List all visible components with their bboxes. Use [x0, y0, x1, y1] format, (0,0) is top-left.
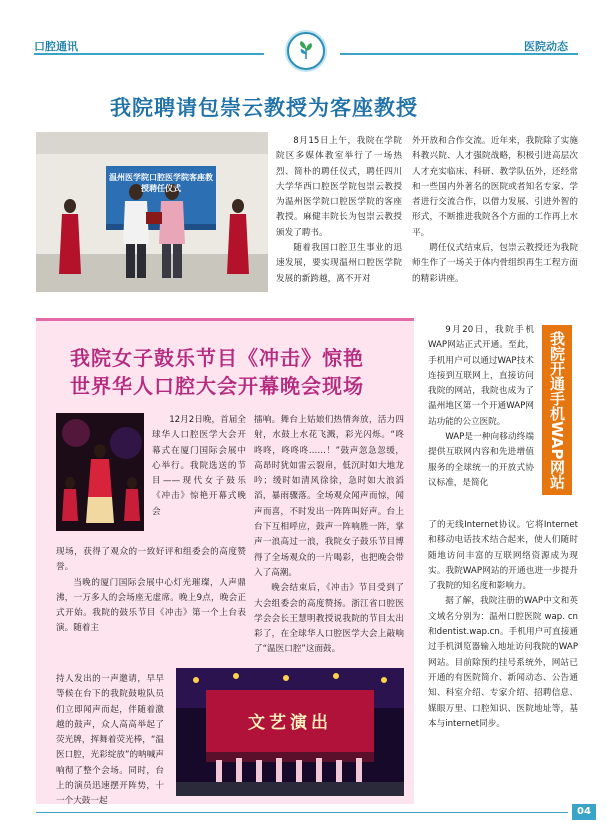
article2-left-narrow	[56, 672, 164, 810]
hospital-logo	[287, 32, 325, 70]
article2-top-rule	[36, 318, 414, 321]
article1-title: 我院聘请包崇云教授为客座教授	[110, 96, 418, 120]
article3-vertical-title	[542, 325, 572, 495]
article2-paragraph-3: 擂响。舞台上姑娘们热情奔放，活力四射，水鼓上水花飞溅，彩光闪烁。“咚咚咚，咚咚咚……！”鼓声忽急忽缓，高昂时犹如雷云裂帛，低沉时如大地龙吟；缓时如清风徐徐，急时如大浪滔滔，暴雨骤落。全场观众闻声而惊，闻声而喜，不时发出一阵阵叫好声。台上台下互相呼应，鼓声一阵响胜一阵，掌声一浪高过一浪，我院女子鼓乐节目博得了全场观众的一片喝彩，也把晚会带入了高潮。	[254, 415, 404, 578]
article3-paragraph-3: 据了解，我院注册的WAP中文和英文域名分别为：温州口腔医院 wap. cn和dentist.wap.cn。手机用户可直接通过手机浏览器输入地址访问我院的WAP网站。目前除预约挂号系统外，网站已开通的有医院简介、新闻动态、公告通知、科室介绍、专家介绍、招聘信息、媒眼万里、口腔知识、医院地址等，基本与internet同步。	[428, 596, 578, 729]
article2-photo-banner: 文艺演出	[248, 713, 332, 733]
article2-title-line1: 我院女子鼓乐节目《冲击》惊艳	[70, 346, 364, 370]
article2-paragraph-1a: 12月2日晚，首届全球华人口腔医学大会开幕式在厦门国际会展中心举行。我院选送的节目——现代女子鼓乐《冲击》惊艳开幕式晚会	[152, 415, 246, 517]
article1-paragraph-1: 8月15日上午，我院在学院院区多媒体教室举行了一场热烈、简朴的聘任仪式，聘任四川大学华西口腔医学院包崇云教授为温州医学院口腔医学院的客座教授。麻健丰院长为包崇云教授颁发了聘书。	[276, 136, 402, 238]
article1-paragraph-4: 聘任仪式结束后，包崇云教授还为我院师生作了一场关于体内骨组织再生工程方面的精彩讲座。	[412, 243, 578, 284]
article2-photo-drummers	[56, 413, 144, 531]
article3-paragraph-2b: 了的无线Internet协议。它将Internet和移动电话技术结合起来，使人们随时随地访问丰富的互联网络资源成为现实。我院WAP网站的开通也进一步提升了我院的知名度和影响力。	[428, 520, 578, 592]
article1-photo-banner: 温州医学院口腔医学院客座教授聘任仪式	[109, 173, 213, 193]
article1-photo	[36, 132, 268, 292]
article2-paragraph-1b: 现场，获得了观众的一致好评和组委会的高度赞誉。	[56, 547, 246, 573]
article2-paragraph-2b: 持人发出的一声邀请，早早等候在台下的我院鼓啦队员们立即闻声而起，伴随着激越的鼓声，众人高高举起了荧光牌，挥舞着荧光棒，“温医口腔，光彩绽放”的呐喊声响彻了整个会场。同时，台上的演员迅速摆开阵势，十一个大鼓一起	[56, 674, 164, 807]
article2-intro-right	[152, 413, 246, 520]
article1-col2	[412, 134, 578, 287]
article3-vertical-title-text: 我院开通手机WAP网站	[548, 331, 566, 490]
header-section-label: 口腔通讯	[34, 40, 78, 53]
article2-col2	[254, 413, 404, 658]
article1-paragraph-2: 随着我国口腔卫生事业的迅速发展，要实现温州口腔医学院发展的新跨越，离不开对	[276, 243, 402, 284]
article3-paragraph-1: 9月20日，我院手机WAP网站正式开通。至此，手机用户可以通过WAP技术连接到互联网上，直接访问我院的网站，我院也成为了温州地区第一个开通WAP网站功能的公立医院。	[428, 325, 534, 427]
article2-intro-full	[56, 545, 246, 637]
article2-photo-stage	[176, 668, 404, 796]
article1-col1	[276, 134, 402, 287]
article2-paragraph-4: 晚会结束后，《冲击》节目受到了大会组委会的高度赞扬。浙江省口腔医学会会长王慧明教授说我院的节目太出彩了，在全球华人口腔医学大会上敲响了“温医口腔”这面鼓。	[254, 583, 404, 655]
article2-paragraph-2a: 当晚的厦门国际会展中心灯光璀璨，人声鼎沸，一万多人的会场座无虚席。晚上9点，晚会正式开始。我院的鼓乐节目《冲击》第一个上台表演。随着主	[56, 577, 246, 634]
article3-col-bottom	[428, 518, 578, 732]
leaf-icon	[298, 40, 314, 60]
article2-title-line2: 世界华人口腔大会开幕晚会现场	[70, 374, 364, 398]
footer-divider	[36, 812, 568, 813]
article3-col-top	[428, 323, 534, 491]
page-number: 04	[572, 804, 596, 820]
header-divider-left	[34, 53, 264, 55]
article3-paragraph-2a: WAP是一种向移动终端提供互联网内容和先进增值服务的全球统一的开放式协议标准，是简化	[428, 432, 534, 488]
header-category-label: 医院动态	[524, 40, 568, 53]
article1-paragraph-3: 外开放和合作交流。近年来，我院除了实施科教兴院、人才强院战略，积极引进高层次人才充实临床、科研、教学队伍外，还经常和一些国内外著名的医院或者知名专家、学者进行交流合作，以借力发展、引进外智的形式，不断推进我院各个方面的工作再上水平。	[412, 136, 578, 238]
